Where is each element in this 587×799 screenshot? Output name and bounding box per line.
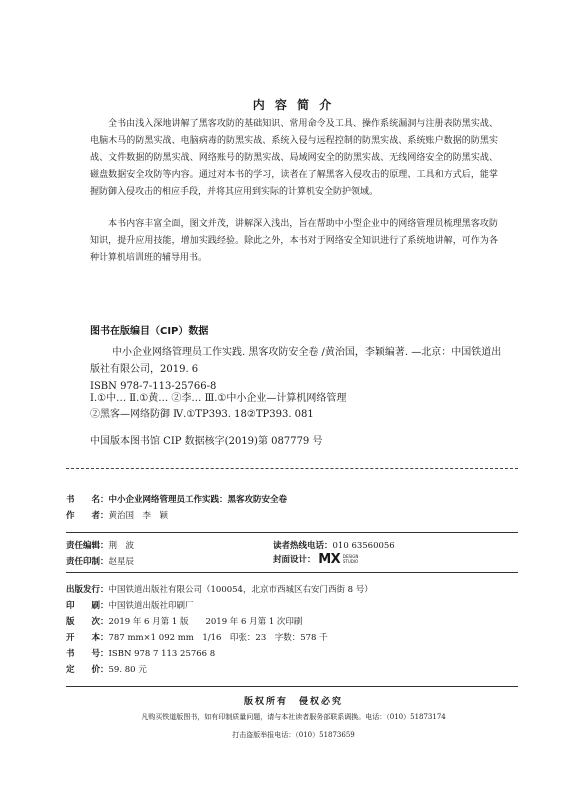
isbn-row bbox=[66, 647, 215, 659]
printing-value: 赵星辰 bbox=[108, 557, 135, 567]
format-label: 开 本： bbox=[66, 633, 109, 643]
anti-piracy-notice: 打击盗版举报电话：（010）51873659 bbox=[232, 731, 355, 739]
mx-design-logo bbox=[318, 552, 358, 567]
isbn-label: 书 号： bbox=[66, 649, 109, 659]
book-title-row bbox=[66, 493, 287, 505]
print-value: 中国铁道出版社印刷厂 bbox=[108, 601, 194, 611]
intro-paragraph-1: 全书由浅入深地讲解了黑客攻防的基础知识、常用命令及工具、操作系统漏洞与注册表防黑实战、电脑木马的防黑实战、电脑病毒的防黑实战、系统入侵与远程控制的防黑实战、系统账户数据的防黑实战、文件数据的防黑实战、网络账号的防黑实战、局域网安全的防黑实战、无线网络安全的防黑实战、磁盘数据安全攻防等内容。通过对本书的学习，读者在了解黑客入侵攻击的原理、工具和方式后，能掌握防御入侵攻击的相应手段，并将其应用到实际的计算机安全防护领域。 bbox=[90, 119, 498, 197]
editor-row bbox=[66, 539, 134, 551]
hotline-value: 010 63560056 bbox=[332, 541, 395, 551]
book-title-value: 中小企业网络管理员工作实践：黑客攻防安全卷 bbox=[108, 495, 288, 505]
format-value: 787 mm×1 092 mm 1/16 印张：23 字数：578 千 bbox=[108, 633, 328, 643]
printing-label: 责任印制： bbox=[66, 557, 109, 567]
intro-paragraph-2: 本书内容丰富全面，图文并茂，讲解深入浅出，旨在帮助中小型企业中的网络管理员梳理黑客攻防知识，提升应用技能，增加实践经验。除此之外，本书对于网络安全知识进行了系统地讲解，可作为各种计算机培训班的辅导用书。 bbox=[90, 219, 498, 263]
mx-logo-sub: DESIGN STUDIO bbox=[342, 554, 359, 564]
cover-label: 封面设计： bbox=[273, 555, 316, 565]
cip-isbn: ISBN 978-7-113-25766-8 bbox=[90, 381, 217, 392]
price-row bbox=[66, 663, 147, 675]
hotline-row bbox=[273, 539, 395, 551]
print-label: 印 刷： bbox=[66, 601, 109, 611]
cip-subject-1: Ⅰ.①中… Ⅱ.①黄… ②李… Ⅲ.①中小企业—计算机网络管理 bbox=[90, 393, 347, 404]
edition-value: 2019 年 6 月第 1 版 2019 年 6 月第 1 次印刷 bbox=[108, 617, 303, 627]
intro-title: 内 容 简 介 bbox=[252, 98, 335, 112]
hotline-label: 读者热线电话： bbox=[273, 541, 333, 551]
copyright-notice: 版权所有 侵权必究 bbox=[243, 697, 343, 707]
cip-entry: 中小企业网络管理员工作实践. 黑客攻防安全卷 /黄治国，李颖编著. —北京：中国铁道出版社有限公司，2019. 6 bbox=[90, 347, 502, 375]
book-author-label: 作 者： bbox=[66, 511, 109, 521]
publisher-value: 中国铁道出版社有限公司（100054，北京市西城区右安门西街 8 号） bbox=[108, 585, 373, 595]
print-row bbox=[66, 599, 194, 611]
cip-number: 中国版本图书馆 CIP 数据核字(2019)第 087779 号 bbox=[90, 436, 323, 447]
divider-2 bbox=[66, 572, 518, 573]
isbn-value: ISBN 978 7 113 25766 8 bbox=[108, 649, 216, 659]
mx-logo-text: MX bbox=[318, 552, 341, 567]
format-row bbox=[66, 631, 328, 643]
book-title-label: 书 名： bbox=[66, 495, 109, 505]
divider-dashed bbox=[66, 468, 518, 469]
cip-heading: 图书在版编目（CIP）数据 bbox=[90, 326, 209, 337]
publisher-row bbox=[66, 583, 373, 595]
cover-row bbox=[273, 552, 358, 567]
edition-label: 版 次： bbox=[66, 617, 109, 627]
editor-value: 荆 波 bbox=[108, 541, 135, 551]
publisher-label: 出版发行： bbox=[66, 585, 109, 595]
editor-label: 责任编辑： bbox=[66, 541, 109, 551]
edition-row bbox=[66, 615, 302, 627]
cip-subject-2: ②黑客—网络防御 Ⅳ.①TP393. 18②TP393. 081 bbox=[90, 409, 314, 420]
divider-3 bbox=[66, 686, 518, 687]
price-value: 59. 80 元 bbox=[108, 665, 147, 675]
printing-row bbox=[66, 555, 134, 567]
divider-1 bbox=[66, 532, 518, 533]
book-author-row bbox=[66, 509, 168, 521]
quality-notice: 凡购买铁道版图书，如有印制质量问题，请与本社读者服务部联系调换。电话：（010）51873174 bbox=[141, 713, 446, 721]
book-author-value: 黄治国 李 颖 bbox=[108, 511, 169, 521]
price-label: 定 价： bbox=[66, 665, 109, 675]
